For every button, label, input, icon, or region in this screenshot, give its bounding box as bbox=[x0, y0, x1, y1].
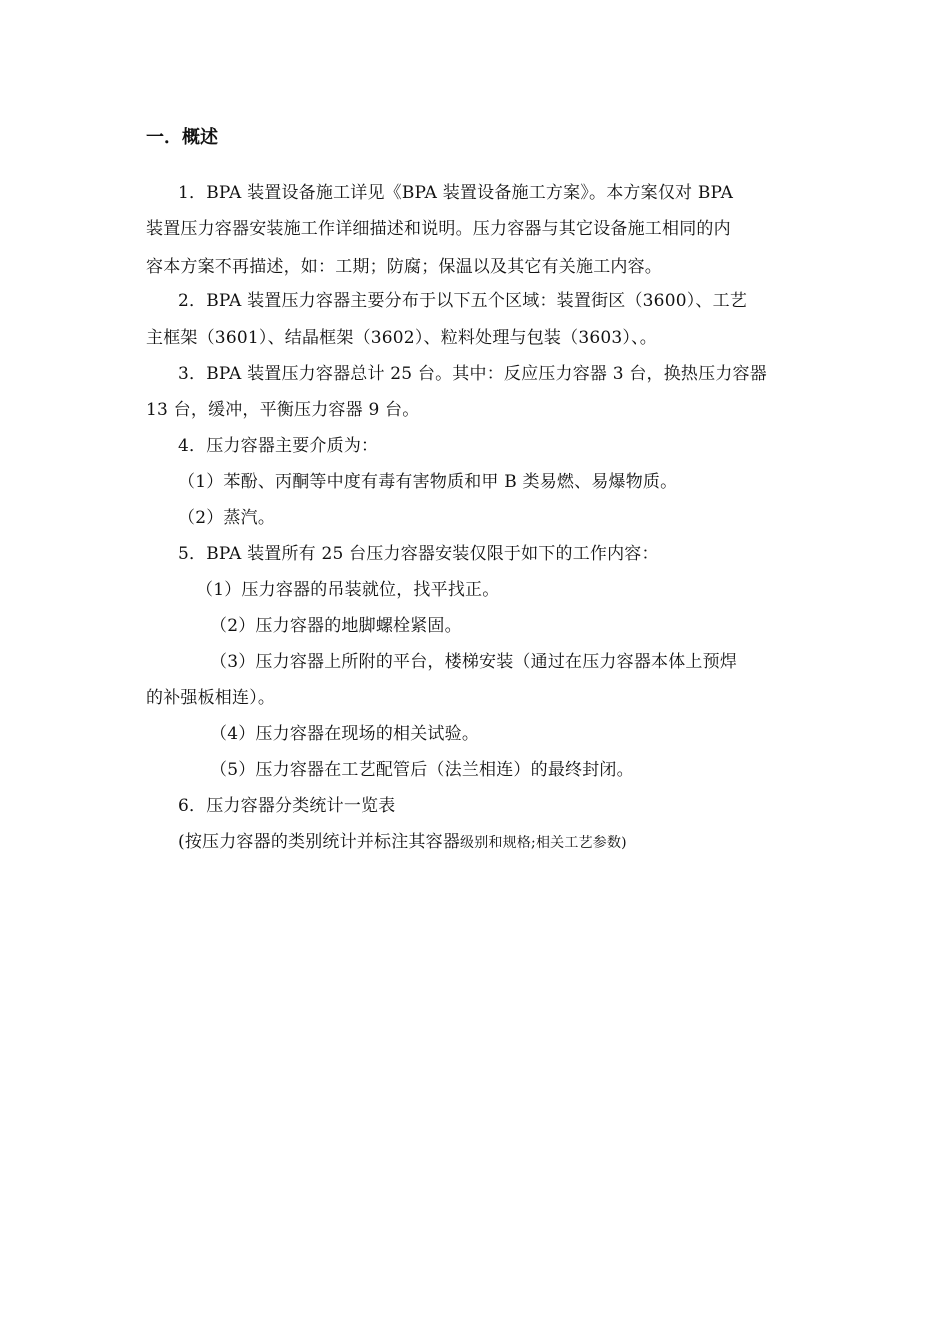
paragraph-line: 1．BPA 装置设备施工详见《BPA 装置设备施工方案》。本方案仅对 BPA bbox=[178, 183, 734, 203]
paragraph-line: 容本方案不再描述，如：工期；防腐；保温以及其它有关施工内容。 bbox=[146, 257, 662, 277]
paragraph-line: 装置压力容器安装施工作详细描述和说明。压力容器与其它设备施工相同的内 bbox=[146, 219, 731, 239]
paragraph-line: 5．BPA 装置所有 25 台压力容器安装仅限于如下的工作内容： bbox=[178, 544, 659, 564]
paragraph-line: 主框架（3601）、结晶框架（3602）、粒料处理与包装（3603）、。 bbox=[146, 328, 657, 348]
note-small: 级别和规格;相关工艺参数) bbox=[460, 835, 627, 851]
list-item: （1）苯酚、丙酮等中度有毒有害物质和甲 B 类易燃、易爆物质。 bbox=[178, 472, 678, 492]
note-line bbox=[178, 829, 627, 856]
list-item: 的补强板相连）。 bbox=[146, 688, 276, 708]
section-heading: 一．概述 bbox=[146, 127, 218, 148]
paragraph-line: 2．BPA 装置压力容器主要分布于以下五个区域：装置街区（3600）、工艺 bbox=[178, 291, 748, 311]
list-item: （5）压力容器在工艺配管后（法兰相连）的最终封闭。 bbox=[210, 760, 634, 780]
paragraph-line: 4．压力容器主要介质为： bbox=[178, 436, 379, 456]
list-item: （2）蒸汽。 bbox=[178, 508, 276, 528]
paragraph-line: 6．压力容器分类统计一览表 bbox=[178, 796, 396, 816]
paragraph-line: 13 台，缓冲，平衡压力容器 9 台。 bbox=[146, 400, 420, 420]
list-item: （2）压力容器的地脚螺栓紧固。 bbox=[210, 616, 462, 636]
note-main: (按压力容器的类别统计并标注其容器 bbox=[178, 832, 461, 852]
list-item: （4）压力容器在现场的相关试验。 bbox=[210, 724, 480, 744]
list-item: （3）压力容器上所附的平台，楼梯安装（通过在压力容器本体上预焊 bbox=[210, 652, 738, 672]
list-item: （1）压力容器的吊装就位，找平找正。 bbox=[196, 580, 500, 600]
paragraph-line: 3．BPA 装置压力容器总计 25 台。其中：反应压力容器 3 台，换热压力容器 bbox=[178, 364, 767, 384]
